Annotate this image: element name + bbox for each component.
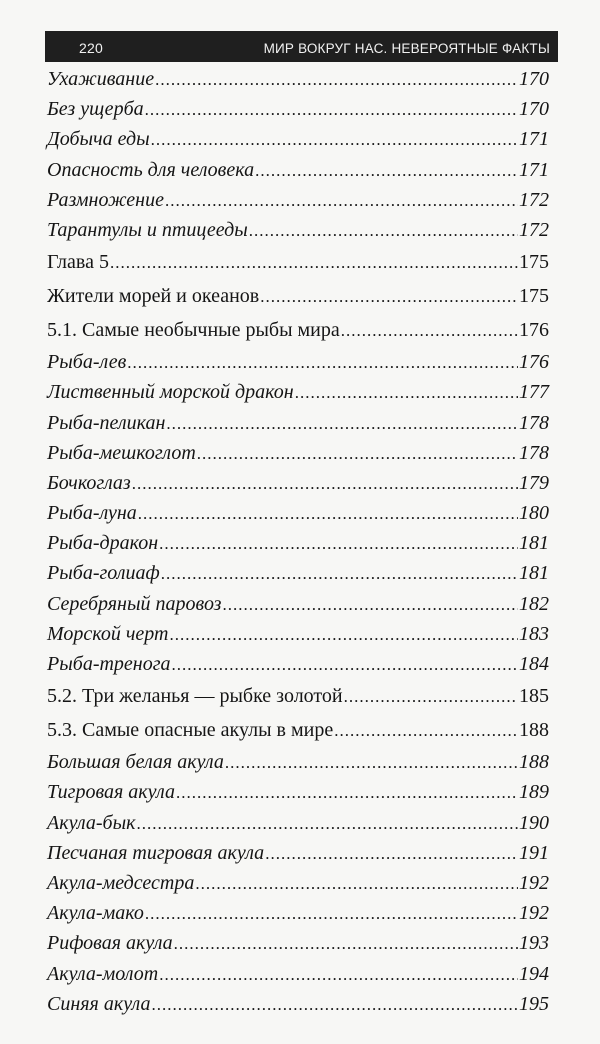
toc-entry	[47, 498, 549, 528]
dot-leader	[155, 65, 518, 95]
toc-entry	[47, 649, 549, 679]
toc-entry-page: 170	[519, 68, 549, 90]
dot-leader	[151, 125, 518, 155]
toc-entry-page: 185	[519, 685, 549, 708]
dot-leader	[132, 469, 518, 499]
dot-leader	[295, 378, 518, 408]
toc-entry-title: Ухаживание	[47, 68, 155, 90]
toc-entry-title: Тигровая акула	[47, 781, 175, 804]
toc-entry-title: Размножение	[47, 188, 164, 211]
dot-leader	[166, 409, 518, 439]
dot-leader	[344, 680, 518, 714]
toc-entry-title: Морской черт	[47, 622, 169, 645]
toc-entry-page: 178	[519, 441, 549, 464]
dot-leader	[260, 280, 518, 314]
toc-entry-page: 183	[519, 622, 549, 645]
toc-entry-title: Лиственный морской дракон	[47, 381, 294, 404]
dot-leader	[265, 839, 518, 869]
toc-entry-title: Рифовая акула	[47, 932, 173, 955]
toc-entry-title: Акула-молот	[47, 962, 159, 985]
toc-entry-page: 188	[519, 719, 549, 742]
toc-entry-title: Тарантулы и птицееды	[47, 218, 248, 241]
toc-entry-title: Акула-мако	[47, 902, 144, 925]
toc-entry	[47, 408, 549, 438]
toc-entry-page: 195	[519, 992, 549, 1015]
toc-entry-page: 184	[519, 653, 549, 675]
dot-leader	[165, 186, 518, 216]
toc-entry-title: Рыба-лев	[47, 351, 127, 374]
toc-entry-page: 192	[519, 871, 549, 894]
toc-entry-page: 181	[519, 532, 549, 555]
table-of-contents	[47, 64, 549, 1019]
toc-entry-page: 175	[519, 285, 549, 308]
toc-entry-title: Опасность для человека	[47, 158, 255, 181]
toc-entry	[47, 279, 549, 313]
toc-entry-page: 177	[519, 381, 549, 404]
toc-entry-page: 172	[519, 218, 549, 241]
toc-entry-title: Рыба-пеликан	[47, 411, 166, 434]
toc-entry	[47, 928, 549, 958]
dot-leader	[195, 869, 518, 899]
toc-entry-page: 172	[519, 188, 549, 211]
toc-entry	[47, 777, 549, 807]
toc-entry	[47, 808, 549, 838]
dot-leader	[169, 620, 518, 650]
toc-entry-title: Бочкоглаз	[47, 471, 131, 494]
toc-entry-title: Рыба-голиаф	[47, 562, 160, 585]
toc-entry	[47, 679, 549, 713]
dot-leader	[225, 748, 518, 778]
toc-entry-title: 5.3. Самые опасные акулы в мире	[47, 719, 334, 742]
toc-entry-page: 182	[519, 592, 549, 615]
toc-entry	[47, 713, 549, 747]
toc-entry	[47, 64, 549, 94]
toc-entry-title: Глава 5	[47, 251, 109, 274]
dot-leader	[341, 314, 518, 348]
dot-leader	[161, 559, 518, 589]
toc-entry	[47, 215, 549, 245]
toc-entry-page: 179	[519, 471, 549, 494]
toc-entry	[47, 619, 549, 649]
toc-entry-page: 181	[519, 562, 549, 585]
toc-entry	[47, 185, 549, 215]
toc-entry	[47, 898, 549, 928]
dot-leader	[172, 650, 518, 680]
toc-entry-title: 5.2. Три желанья — рыбке золотой	[47, 685, 343, 708]
toc-entry-title: Серебряный паровоз	[47, 592, 222, 615]
toc-entry	[47, 558, 549, 588]
page-number: 220	[79, 40, 103, 56]
dot-leader	[222, 590, 518, 620]
dot-leader	[145, 899, 518, 929]
toc-entry-page: 175	[519, 251, 549, 274]
toc-entry-page: 180	[519, 502, 549, 525]
toc-entry	[47, 528, 549, 558]
toc-entry-title: Рыба-тренога	[47, 653, 171, 675]
toc-entry-title: Акула-бык	[47, 811, 136, 834]
toc-entry-page: 178	[519, 411, 549, 434]
dot-leader	[145, 95, 518, 125]
toc-entry-page: 193	[519, 932, 549, 955]
toc-entry-page: 170	[519, 98, 549, 121]
toc-entry-title: Рыба-луна	[47, 502, 137, 525]
dot-leader	[255, 156, 518, 186]
toc-entry-title: Большая белая акула	[47, 751, 224, 774]
toc-entry-title: Добыча еды	[47, 128, 150, 151]
dot-leader	[127, 348, 518, 378]
dot-leader	[138, 499, 518, 529]
toc-entry	[47, 959, 549, 989]
toc-entry-title: Песчаная тигровая акула	[47, 841, 265, 864]
toc-entry-title: Акула-медсестра	[47, 871, 195, 894]
dot-leader	[159, 960, 518, 990]
toc-entry-page: 190	[519, 811, 549, 834]
toc-entry-page: 171	[519, 128, 549, 151]
toc-entry-page: 191	[519, 841, 549, 864]
dot-leader	[110, 246, 518, 280]
toc-entry-page: 189	[519, 781, 549, 804]
toc-entry	[47, 377, 549, 407]
dot-leader	[197, 439, 518, 469]
dot-leader	[249, 216, 518, 246]
running-header	[45, 31, 558, 62]
toc-entry-title: Рыба-мешкоглот	[47, 441, 196, 464]
dot-leader	[152, 990, 518, 1020]
toc-entry-page: 176	[519, 319, 549, 342]
toc-entry-title: 5.1. Самые необычные рыбы мира	[47, 319, 340, 342]
toc-entry-title: Без ущерба	[47, 98, 144, 121]
toc-entry-title: Жители морей и океанов	[47, 285, 260, 308]
toc-entry	[47, 347, 549, 377]
toc-entry	[47, 868, 549, 898]
dot-leader	[176, 778, 518, 808]
toc-entry	[47, 589, 549, 619]
running-title: МИР ВОКРУГ НАС. НЕВЕРОЯТНЫЕ ФАКТЫ	[263, 40, 550, 56]
toc-entry	[47, 245, 549, 279]
toc-entry	[47, 124, 549, 154]
toc-entry	[47, 468, 549, 498]
toc-entry	[47, 989, 549, 1019]
toc-entry-page: 171	[519, 158, 549, 181]
dot-leader	[159, 529, 518, 559]
toc-entry-page: 194	[519, 962, 549, 985]
toc-entry	[47, 313, 549, 347]
toc-entry-page: 188	[519, 751, 549, 774]
toc-entry	[47, 94, 549, 124]
toc-entry	[47, 838, 549, 868]
toc-entry	[47, 747, 549, 777]
dot-leader	[137, 809, 519, 839]
toc-entry-title: Рыба-дракон	[47, 532, 159, 555]
toc-entry	[47, 155, 549, 185]
dot-leader	[174, 929, 518, 959]
toc-entry	[47, 438, 549, 468]
toc-entry-page: 192	[519, 902, 549, 925]
toc-entry-page: 176	[519, 351, 549, 374]
dot-leader	[334, 714, 518, 748]
toc-entry-title: Синяя акула	[47, 992, 151, 1015]
